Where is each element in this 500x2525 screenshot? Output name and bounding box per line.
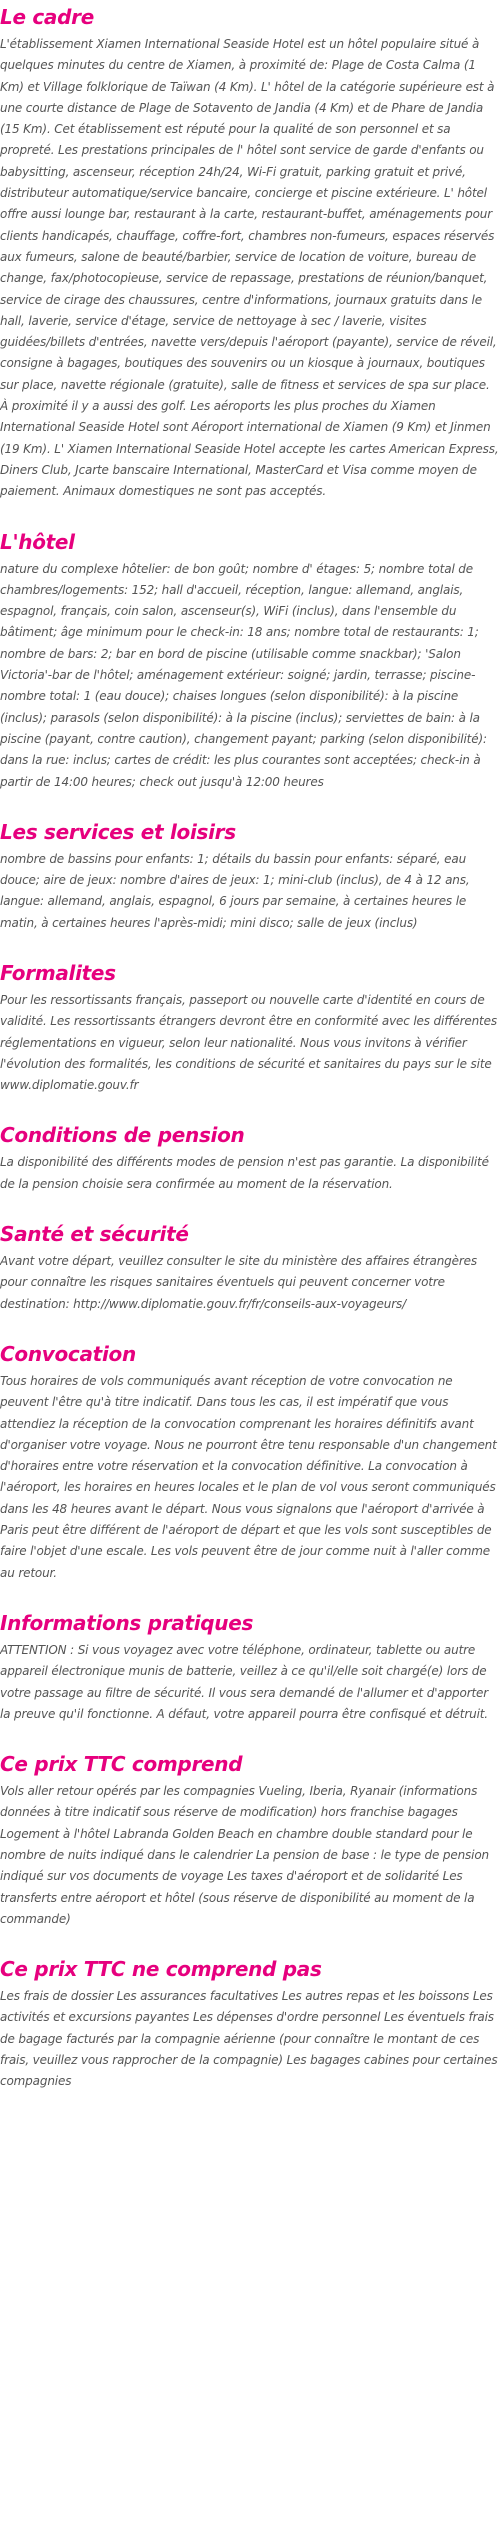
section-title: Convocation xyxy=(0,1341,136,1366)
section-prix-comprend xyxy=(0,1747,500,1930)
section-hotel xyxy=(0,525,500,793)
section-prix-ne-comprend-pas xyxy=(0,1952,500,2092)
section-text: nombre de bassins pour enfants: 1; détails du bassin pour enfants: séparé, eau douce; aire de jeux: nombre d'aires de jeux: 1; mini-club (inclus), de 4 à 12 ans, langue: allemand, anglais, espagnol, 6 jours par semaine, à certaines heures le matin, à certaines heures l'après-midi; mini disco; salle de jeux (inclus) xyxy=(0,851,470,930)
section-title: Informations pratiques xyxy=(0,1610,254,1635)
section-title: Les services et loisirs xyxy=(0,819,236,844)
section-text: La disponibilité des différents modes de pension n'est pas garantie. La disponibilité de la pension choisie sera confirmée au moment de la réservation. xyxy=(0,1155,489,1191)
section-text: Tous horaires de vols communiqués avant réception de votre convocation ne peuvent l'être qu'à titre indicatif. Dans tous les cas, il est impératif que vous attendiez la réception de la convocation comprenant les horaires définitifs avant d'organiser votre voyage. Nous ne pourront être tenu responsable d'un changement d'horaires entre votre réservation et la convocation définitive. La convocation à l'aéroport, les horaires en heures locales et le plan de vol vous seront communiqués dans les 48 heures avant le départ. Nous vous signalons que l'aéroport d'arrivée à Paris peut être différent de l'aéroport de départ et que les vols sont susceptibles de faire l'objet d'une escale. Les vols peuvent être de jour comme nuit à l'aller comme au retour. xyxy=(0,1373,497,1580)
section-text: Pour les ressortissants français, passeport ou nouvelle carte d'identité en cours de validité. Les ressortissants étrangers devront être en conformité avec les différentes réglementations en vigueur, selon leur nationalité. Nous vous invitons à vérifier l'évolution des formalités, les conditions de sécurité et sanitaires du pays sur le site www.diplomatie.gouv.fr xyxy=(0,992,497,1093)
section-le-cadre xyxy=(0,0,500,503)
section-convocation xyxy=(0,1337,500,1584)
section-text: L'établissement Xiamen International Seaside Hotel est un hôtel populaire situé à quelques minutes du centre de Xiamen, à proximité de: Plage de Costa Calma (1 Km) et Village folklorique de Taïwan (4 Km). L' hôtel de la catégorie supérieure est à une courte distance de Plage de Sotavento de Jandia (4 Km) et de Phare de Jandia (15 Km). Cet établissement est réputé pour la qualité de son personnel et sa propreté. Les prestations principales de l' hôtel sont service de garde d'enfants ou babysitting, ascenseur, réception 24h/24, Wi-Fi gratuit, parking gratuit et privé, distributeur automatique/service bancaire, concierge et piscine extérieure. L' hôtel offre aussi lounge bar, restaurant à la carte, restaurant-buffet, aménagements pour clients handicapés, chauffage, coffre-fort, chambres non-fumeurs, espaces réservés aux fumeurs, salone de beauté/barbier, service de location de voiture, bureau de change, fax/photocopieuse, service de repassage, prestations de réunion/banquet, service de cirage des chaussures, centre d'informations, journaux gratuits dans le hall, laverie, service d'étage, service de nettoyage à sec / laverie, visites guidées/billets d'entrées, navette vers/depuis l'aéroport (payante), service de réveil, consigne à bagages, boutiques des souvenirs ou un kiosque à journaux, boutiques sur place, navette régionale (gratuite), salle de fitness et services de spa sur place. À proximité il y a aussi des golf. Les aéroports les plus proches du Xiamen International Seaside Hotel sont Aéroport international de Xiamen (9 Km) et Jinmen (19 Km). L' Xiamen International Seaside Hotel accepte les cartes American Express, Diners Club, Jcarte banscaire International, MasterCard et Visa comme moyen de paiement. Animaux domestiques ne sont pas acceptés. xyxy=(0,37,499,499)
section-text: Vols aller retour opérés par les compagnies Vueling, Iberia, Ryanair (informations données à titre indicatif sous réserve de modification) hors franchise bagages Logement à l'hôtel Labranda Golden Beach en chambre double standard pour le nombre de nuits indiqué dans le calendrier La pension de base : le type de pension indiqué sur vos documents de voyage Les taxes d'aéroport et de solidarité Les transferts entre aéroport et hôtel (sous réserve de disponibilité au moment de la commande) xyxy=(0,1784,489,1926)
section-informations-pratiques xyxy=(0,1606,500,1725)
section-formalites xyxy=(0,956,500,1096)
section-text: Avant votre départ, veuillez consulter le site du ministère des affaires étrangères pour connaître les risques sanitaires éventuels qui peuvent concerner votre destination: http://www.diplomatie.gouv.fr/fr/conseils-aux-voyageurs/ xyxy=(0,1254,477,1311)
section-title: Formalites xyxy=(0,960,116,985)
section-text: ATTENTION : Si vous voyagez avec votre téléphone, ordinateur, tablette ou autre appareil électronique munis de batterie, veillez à ce qu'il/elle soit chargé(e) lors de votre passage au filtre de sécurité. Il vous sera demandé de l'allumer et d'apporter la preuve qu'il fonctionne. A défaut, votre appareil pourra être confisqué et détruit. xyxy=(0,1642,489,1721)
section-title: Conditions de pension xyxy=(0,1123,245,1148)
section-text: Les frais de dossier Les assurances facultatives Les autres repas et les boissons Les activités et excursions payantes Les dépenses d'ordre personnel Les éventuels frais de bagage facturés par la compagnie aérienne (pour connaître le montant de ces frais, veuillez vous rapprocher de la compagnie) Les bagages cabines pour certaines compagnies xyxy=(0,1989,498,2089)
section-title: Santé et sécurité xyxy=(0,1222,189,1247)
section-services-loisirs xyxy=(0,815,500,934)
section-text: nature du complexe hôtelier: de bon goût; nombre d' étages: 5; nombre total de chambres/logements: 152; hall d'accueil, réception, langue: allemand, anglais, espagnol, français, coin salon, ascenseur(s), WiFi (inclus), dans l'ensemble du bâtiment; âge minimum pour le check-in: 18 ans; nombre total de restaurants: 1; nombre de bars: 2; bar en bord de piscine (utilisable comme snackbar); 'Salon Victoria'-bar de l'hôtel; aménagement extérieur: soigné; jardin, terrasse; piscine-nombre total: 1 (eau douce); chaises longues (selon disponibilité): à la piscine (inclus); parasols (selon disponibilité): à la piscine (inclus); serviettes de bain: à la piscine (payant, contre caution), changement payant; parking (selon disponibilité): dans la rue: inclus; cartes de crédit: les plus courantes sont acceptées; check-in à partir de 14:00 heures; check out jusqu'à 12:00 heures xyxy=(0,561,487,789)
section-title: Ce prix TTC ne comprend pas xyxy=(0,1957,322,1982)
section-conditions-pension xyxy=(0,1118,500,1195)
section-title: Le cadre xyxy=(0,5,94,29)
section-sante-securite xyxy=(0,1217,500,1315)
section-title: L'hôtel xyxy=(0,529,75,554)
section-title: Ce prix TTC comprend xyxy=(0,1752,243,1777)
